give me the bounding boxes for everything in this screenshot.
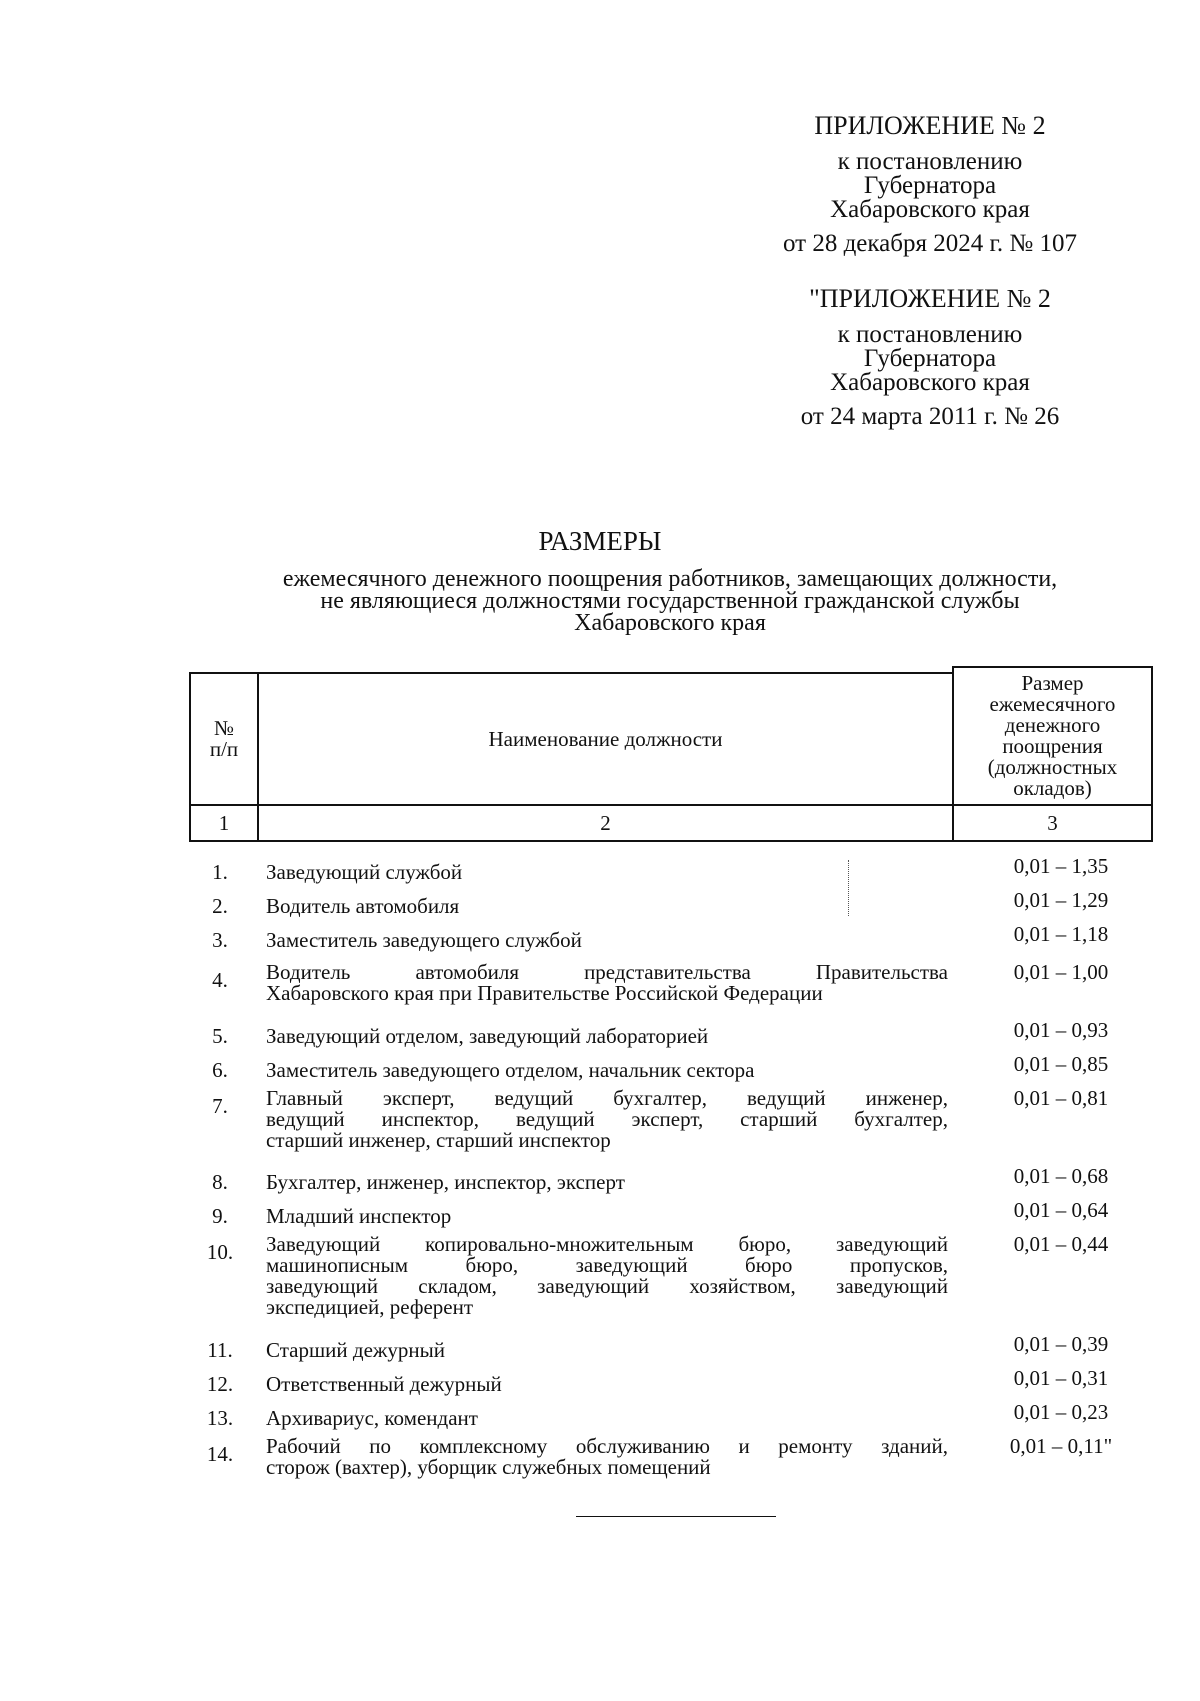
row-amount: 0,01 – 0,31: [1013, 1366, 1109, 1390]
subtitle-line: ежемесячного денежного поощрения работников, замещающих должности,: [282, 566, 1058, 592]
row-number: 9.: [212, 1204, 228, 1228]
appendix-header-original: [740, 285, 1120, 429]
document-subtitle: [190, 568, 1150, 634]
appendix-line: к постановлению: [837, 321, 1023, 348]
row-position: Младший инспектор: [266, 1204, 452, 1228]
row-position-line: Главный эксперт, ведущий бухгалтер, ведущий инженер,: [266, 1086, 948, 1110]
row-number: 5.: [212, 1024, 228, 1048]
col-amount-header-line: Размер: [1021, 671, 1084, 695]
row-number: 10.: [206, 1240, 234, 1264]
row-position: Ответственный дежурный: [266, 1372, 502, 1396]
col-number-header-line: п/п: [209, 737, 239, 761]
appendix-date: от 28 декабря 2024 г. № 107: [782, 230, 1078, 257]
row-amount: 0,01 – 0,93: [1013, 1018, 1109, 1042]
appendix-header-current: [740, 112, 1120, 256]
row-number: 6.: [212, 1058, 228, 1082]
row-number: 7.: [212, 1094, 228, 1118]
col-amount-header-line: ежемесячного: [989, 692, 1116, 716]
row-position-line: Заведующий копировально-множительным бюро, заведующий: [266, 1232, 948, 1256]
row-amount: 0,01 – 1,29: [1013, 888, 1109, 912]
row-amount: 0,01 – 1,35: [1013, 854, 1109, 878]
row-position-line: сторож (вахтер), уборщик служебных помещений: [266, 1455, 711, 1479]
row-position-line: старший инженер, старший инспектор: [266, 1128, 611, 1152]
appendix-title: "ПРИЛОЖЕНИЕ № 2: [809, 284, 1051, 313]
col-amount-header-line: поощрения: [1002, 734, 1103, 758]
row-amount: 0,01 – 0,44: [1013, 1232, 1109, 1256]
col-amount-header: [952, 666, 1153, 806]
col-number-header: [189, 672, 259, 806]
row-number: 2.: [212, 894, 228, 918]
row-number: 12.: [206, 1372, 234, 1396]
row-position: Архивариус, комендант: [266, 1406, 478, 1430]
appendix-title: ПРИЛОЖЕНИЕ № 2: [814, 111, 1046, 140]
row-position-line: Водитель автомобиля представительства Правительства: [266, 960, 948, 984]
col-amount-header-line: окладов): [1013, 776, 1092, 800]
row-amount: 0,01 – 1,18: [1013, 922, 1109, 946]
row-number: 8.: [212, 1170, 228, 1194]
row-amount: 0,01 – 0,23: [1013, 1400, 1109, 1424]
row-position: Заместитель заведующего службой: [266, 928, 582, 952]
row-position-line: Рабочий по комплексному обслуживанию и ремонту зданий,: [266, 1434, 948, 1458]
document-title: РАЗМЕРЫ: [538, 526, 662, 556]
row-position-line: машинописным бюро, заведующий бюро пропусков,: [266, 1253, 948, 1277]
row-amount: 0,01 – 0,64: [1013, 1198, 1109, 1222]
row-position-line: Хабаровского края при Правительстве Российской Федерации: [266, 981, 823, 1005]
row-amount: 0,01 – 0,85: [1013, 1052, 1109, 1076]
row-number: 13.: [206, 1406, 234, 1430]
closing-rule: [576, 1516, 776, 1517]
row-amount: 0,01 – 1,00: [1013, 960, 1109, 984]
row-position: Заведующий отделом, заведующий лабораторией: [266, 1024, 709, 1048]
appendix-line: Хабаровского края: [830, 369, 1030, 396]
row-position: Заместитель заведующего отделом, начальник сектора: [266, 1058, 755, 1082]
appendix-line: Губернатора: [863, 172, 997, 199]
row-position: Старший дежурный: [266, 1338, 445, 1362]
row-number: 4.: [212, 968, 228, 992]
row-position: Водитель автомобиля: [266, 894, 460, 918]
col-position-header: Наименование должности: [488, 726, 723, 751]
col-amount-header-line: (должностных: [987, 755, 1118, 779]
appendix-line: Хабаровского края: [830, 196, 1030, 223]
col-amount-header-line: денежного: [1004, 713, 1101, 737]
appendix-line: Губернатора: [863, 345, 997, 372]
row-number: 14.: [206, 1442, 234, 1466]
row-position-line: экспедицией, референт: [266, 1295, 473, 1319]
table-header: [189, 672, 1153, 842]
row-number: 1.: [212, 860, 228, 884]
row-position: Бухгалтер, инженер, инспектор, эксперт: [266, 1170, 625, 1194]
appendix-line: к постановлению: [837, 148, 1023, 175]
col-index: 1: [218, 810, 230, 835]
appendix-date: от 24 марта 2011 г. № 26: [800, 403, 1060, 430]
row-position-line: заведующий складом, заведующий хозяйством, заведующий: [266, 1274, 948, 1298]
row-amount: 0,01 – 0,11": [1009, 1434, 1113, 1458]
row-position-line: ведущий инспектор, ведущий эксперт, старший бухгалтер,: [266, 1107, 948, 1131]
col-index: 3: [1047, 810, 1058, 835]
row-number: 3.: [212, 928, 228, 952]
row-amount: 0,01 – 0,39: [1013, 1332, 1109, 1356]
subtitle-line: не являющиеся должностями государственной гражданской службы: [320, 588, 1020, 614]
row-position: Заведующий службой: [266, 860, 463, 884]
col-number-header-line: №: [213, 716, 235, 740]
row-amount: 0,01 – 0,81: [1013, 1086, 1109, 1110]
col-index: 2: [600, 810, 611, 835]
row-number: 11.: [207, 1338, 233, 1362]
row-amount: 0,01 – 0,68: [1013, 1164, 1109, 1188]
subtitle-line: Хабаровского края: [574, 610, 766, 636]
